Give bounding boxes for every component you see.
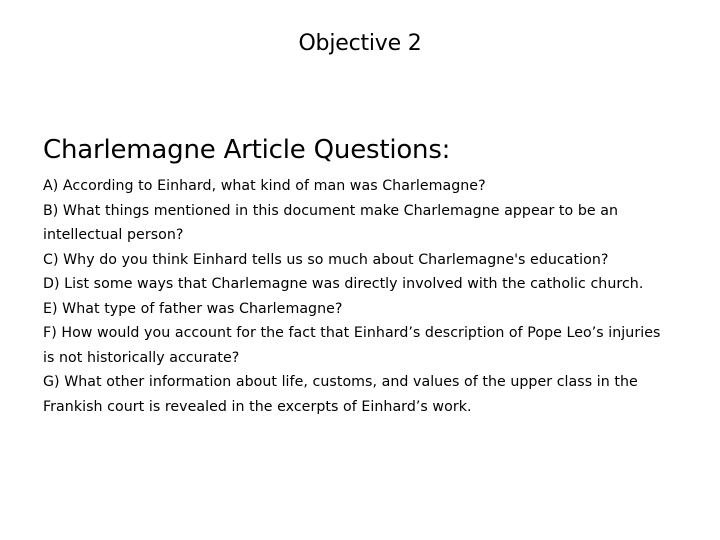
question-item: G) What other information about life, customs, and values of the upper class in the Frankish court is revealed in the excerpts of Einhard’s work. xyxy=(43,374,638,415)
question-item: E) What type of father was Charlemagne? xyxy=(43,300,343,317)
question-list xyxy=(43,174,673,419)
section-heading: Charlemagne Article Questions: xyxy=(43,135,451,165)
question-item: A) According to Einhard, what kind of man was Charlemagne? xyxy=(43,178,486,194)
question-item: C) Why do you think Einhard tells us so much about Charlemagne's education? xyxy=(43,251,609,268)
question-item: D) List some ways that Charlemagne was directly involved with the catholic church. xyxy=(43,276,644,292)
question-item: F) How would you account for the fact that Einhard’s description of Pope Leo’s injuries is not historically accurate? xyxy=(43,325,661,366)
question-item: B) What things mentioned in this document make Charlemagne appear to be an intellectual person? xyxy=(43,202,619,243)
slide-title: Objective 2 xyxy=(298,31,422,56)
